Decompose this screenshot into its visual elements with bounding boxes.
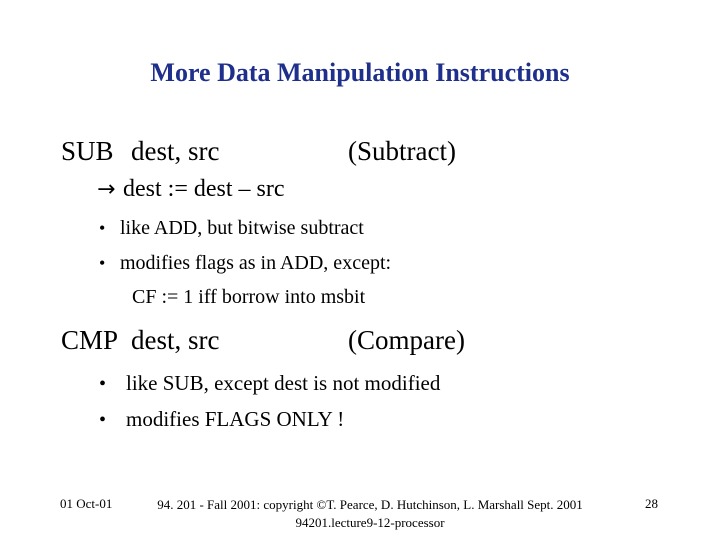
cmp-bullet-text: like SUB, except dest is not modified [126, 371, 441, 395]
slide-title: More Data Manipulation Instructions [150, 58, 570, 87]
footer-credit-line: 94. 201 - Fall 2001: copyright ©T. Pearce, D. Hutchinson, L. Marshall Sept. 2001 [157, 497, 583, 512]
sub-instruction-operands: dest, src [131, 136, 220, 166]
sub-bullet-text: modifies flags as in ADD, except: [120, 252, 392, 274]
footer-credit-line: 94201.lecture9-12-processor [295, 515, 445, 530]
sub-semantics-text: dest := dest – src [123, 176, 285, 202]
bullet-icon: • [99, 373, 107, 395]
cmp-instruction-description: (Compare) [348, 325, 465, 355]
footer-date: 01 Oct-01 [60, 496, 113, 511]
bullet-icon: • [99, 253, 106, 273]
bullet-icon: • [99, 218, 106, 238]
sub-flag-detail: CF := 1 iff borrow into msbit [132, 286, 366, 308]
sub-bullet-text: like ADD, but bitwise subtract [120, 217, 364, 239]
list-item [99, 252, 391, 275]
list-item [99, 217, 364, 240]
sub-instruction-name: SUB [61, 136, 114, 166]
footer-credit [0, 496, 720, 532]
list-item [99, 371, 440, 396]
page-number: 28 [645, 496, 658, 511]
sub-semantics [97, 176, 285, 203]
list-item [99, 407, 344, 432]
bullet-icon: • [99, 409, 107, 431]
cmp-instruction-name: CMP [61, 325, 119, 355]
right-arrow-icon: → [97, 177, 116, 202]
cmp-bullet-text: modifies FLAGS ONLY ! [126, 407, 345, 431]
sub-instruction-description: (Subtract) [348, 136, 456, 166]
cmp-instruction-operands: dest, src [131, 325, 220, 355]
